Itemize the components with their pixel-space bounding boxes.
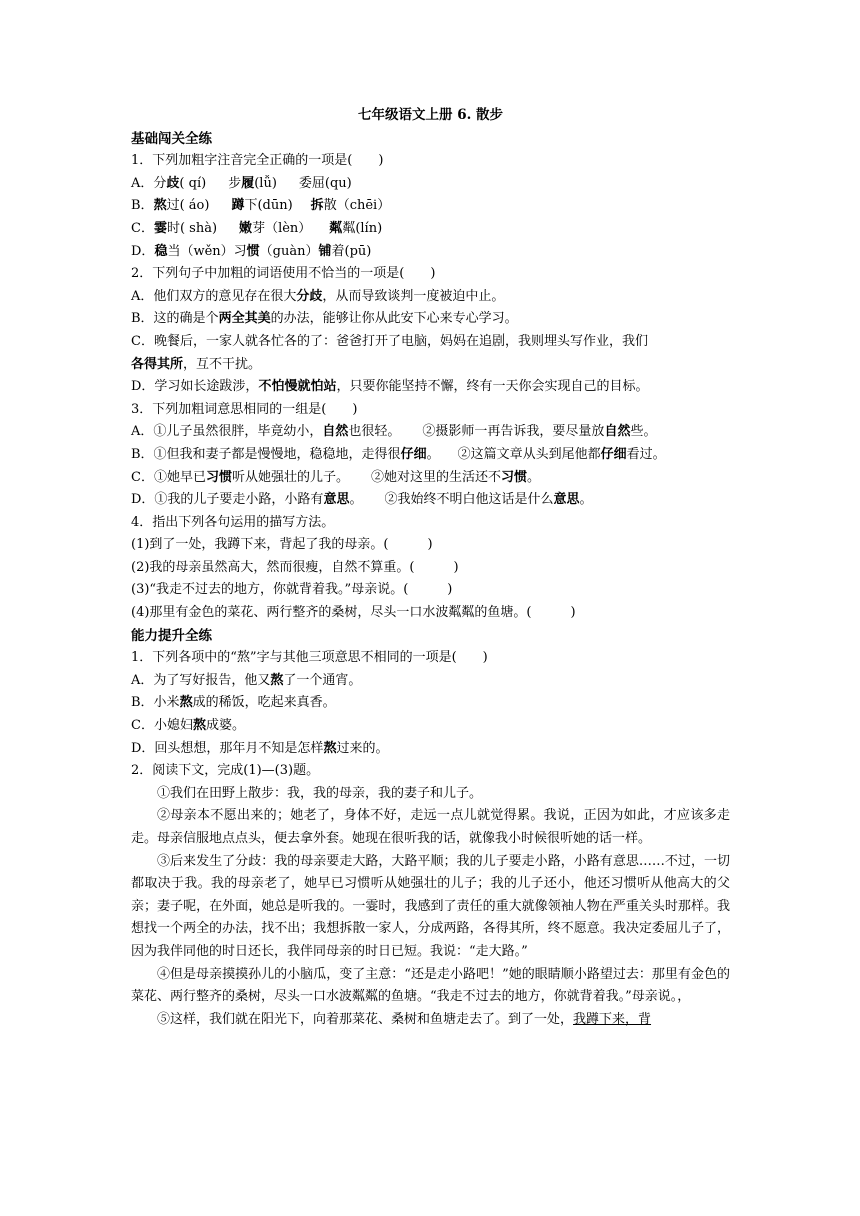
underlined-sentence: 我蹲下来，背: [573, 1011, 652, 1027]
passage-paragraph-1: ①我们在田野上散步：我，我的母亲，我的妻子和儿子。: [157, 785, 483, 801]
question-3-option-b: B．①但我和妻子都是慢慢地，稳稳地，走得很仔细。 ②这篇文章从头到尾他都仔细看过。: [131, 446, 666, 462]
question-2-option-a: A．他们双方的意见存在很大分歧，从而导致谈判一度被迫中止。: [131, 288, 505, 304]
question-3-option-d: D．①我的儿子要走小路，小路有意思。 ②我始终不明白他这话是什么意思。: [131, 492, 593, 508]
question-4-item: (4)那里有金色的菜花、两行整齐的桑树，尽头一口水波粼粼的鱼塘。( ): [131, 605, 576, 621]
question-3-option-a: A．①儿子虽然很胖，毕竟幼小，自然也很轻。 ②摄影师一再告诉我，要尽量放自然些。: [131, 424, 657, 440]
advanced-question-1-option-b: B．小米熬成的稀饭，吃起来真香。: [131, 695, 336, 711]
advanced-question-2-stem: 2．阅读下文，完成(1)—(3)题。: [131, 763, 320, 779]
advanced-question-1-option-c: C．小媳妇熬成婆。: [131, 718, 245, 734]
question-1-option-a: A．分歧( qí) 步履(lǚ) 委屈(qu): [131, 175, 352, 191]
question-1-option-c: C．霎时( shà) 嫩芽（lèn） 粼粼(lín): [131, 220, 383, 236]
page-title: 七年级语文上册 6. 散步: [358, 107, 503, 123]
question-3-option-c: C．①她早已习惯听从她强壮的儿子。 ②她对这里的生活还不习惯。: [131, 469, 541, 485]
question-2-option-d: D．学习如长途跋涉，不怕慢就怕站，只要你能坚持不懈，终有一天你会实现自己的目标。: [131, 379, 649, 395]
question-2-option-c: C．晚餐后，一家人就各忙各的了：爸爸打开了电脑，妈妈在追剧，我则埋头写作业，我们: [131, 333, 648, 349]
question-1-option-b: B．熬过( áo) 蹲下(dūn) 拆散（chēi）: [131, 198, 391, 214]
question-3-stem: 3．下列加粗词意思相同的一组是( ): [131, 401, 358, 417]
worksheet-content: [131, 104, 730, 1031]
question-2-stem: 2．下列句子中加粗的词语使用不恰当的一项是( ): [131, 266, 436, 282]
question-1-stem: 1．下列加粗字注音完全正确的一项是( ): [131, 153, 384, 169]
section-heading-basic: 基础闯关全练: [131, 130, 212, 147]
question-1-option-d: D．稳当（wěn）习惯（guàn）铺着(pū): [131, 243, 372, 259]
passage-paragraph-5: ⑤这样，我们就在阳光下，向着那菜花、桑树和鱼塘走去了。到了一处，我蹲下来，背: [157, 1011, 652, 1027]
advanced-question-1-option-d: D．回头想想，那年月不知是怎样熬过来的。: [131, 740, 389, 756]
question-4-stem: 4．指出下列各句运用的描写方法。: [131, 514, 335, 530]
question-4-item: (1)到了一处，我蹲下来，背起了我的母亲。( ): [131, 537, 433, 553]
advanced-question-1-stem: 1．下列各项中的“熬”字与其他三项意思不相同的一项是( ): [131, 650, 488, 666]
question-2-option-b: B．这的确是个两全其美的办法，能够让你从此安下心来专心学习。: [131, 311, 518, 327]
section-heading-advanced: 能力提升全练: [131, 627, 212, 644]
passage-paragraph-4: ④但是母亲摸摸孙儿的小脑瓜，变了主意：“还是走小路吧！”她的眼睛顺小路望过去：那里有金色的菜花、两行整齐的桑树，尽头一口水波粼粼的鱼塘。“我走不过去的地方，你就背着我。”母亲说。，: [131, 966, 730, 1005]
passage-paragraph-3: ③后来发生了分歧：我的母亲要走大路，大路平顺；我的儿子要走小路，小路有意思……不过，一切都取决于我。我的母亲老了，她早已习惯听从她强壮的儿子；我的儿子还小，他还习惯听从他高大的父亲；妻子呢，在外面，她总是听我的。一霎时，我感到了责任的重大就像领袖人物在严重关头时那样。我想找一个两全的办法，找不出；我想拆散一家人，分成两路，各得其所，终不愿意。我决定委屈儿子了，因为我伴同他的时日还长，我伴同母亲的时日已短。我说：“走大路。”: [131, 853, 730, 959]
question-4-item: (3)“我走不过去的地方，你就背着我。”母亲说。( ): [131, 582, 453, 598]
passage-paragraph-2: ②母亲本不愿出来的；她老了，身体不好，走远一点儿就觉得累。我说，正因为如此，才应该多走走。母亲信服地点点头，便去拿外套。她现在很听我的话，就像我小时候很听她的话一样。: [131, 808, 730, 846]
advanced-question-1-option-a: A．为了写好报告，他又熬了一个通宵。: [131, 672, 362, 688]
question-2-option-c-cont: 各得其所，互不干扰。: [131, 356, 262, 372]
question-4-item: (2)我的母亲虽然高大，然而很瘦，自然不算重。( ): [131, 559, 459, 575]
